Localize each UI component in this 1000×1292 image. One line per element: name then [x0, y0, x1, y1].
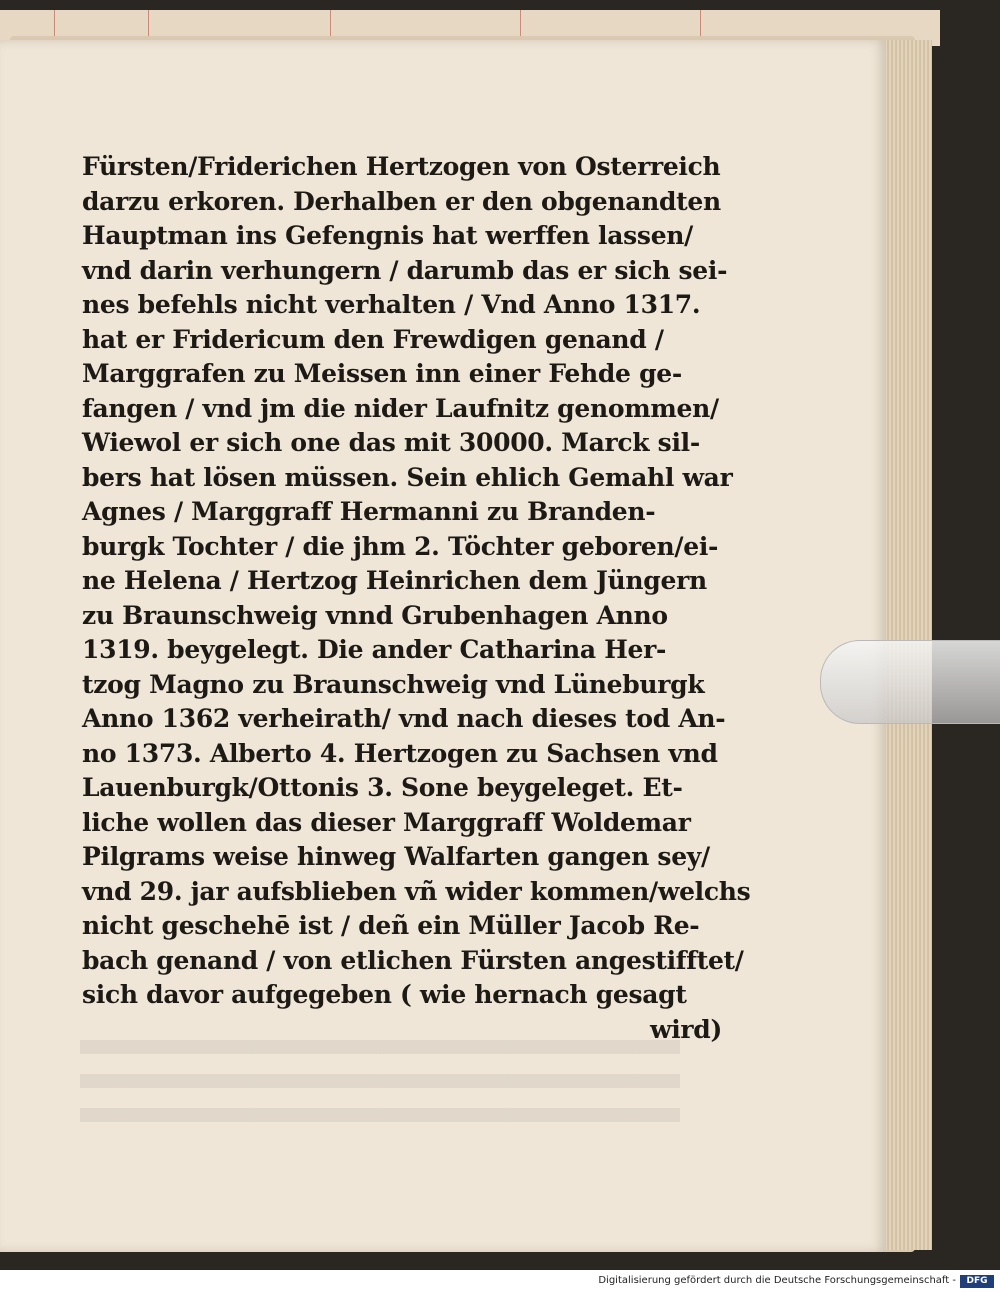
text-line: Anno 1362 verheirath/ vnd nach dieses tod An- — [82, 704, 726, 733]
text-line: fangen / vnd jm die nider Laufnitz genommen/ — [82, 393, 719, 423]
text-line: 1319. beygelegt. Die ander Catharina Her- — [82, 635, 667, 664]
text-line: Lauenburgk/Ottonis 3. Sone beygeleget. Et- — [82, 773, 683, 802]
text-line: bers hat lösen müssen. Sein ehlich Gemahl war — [82, 462, 733, 492]
text-line: vnd darin verhungern / darumb das er sich sei- — [82, 255, 728, 285]
text-line: Pilgrams weise hinweg Walfarten gangen sey/ — [82, 842, 710, 871]
text-line: liche wollen das dieser Marggraff Woldemar — [82, 807, 691, 837]
book-page — [0, 40, 886, 1252]
text-line: darzu erkoren. Derhalben er den obgenandten — [82, 186, 721, 216]
text-line: ne Helena / Hertzog Heinrichen dem Jüngern — [82, 566, 707, 595]
text-line: no 1373. Alberto 4. Hertzogen zu Sachsen vnd — [82, 738, 718, 768]
catchword: wird) — [650, 1014, 722, 1044]
page-text — [82, 150, 751, 1047]
text-line: Hauptman ins Gefengnis hat werffen lassen/ — [82, 221, 694, 250]
text-line: burgk Tochter / die jhm 2. Töchter geboren/ei- — [82, 531, 719, 561]
text-line: hat er Fridericum den Frewdigen genand / — [82, 324, 664, 354]
text-line: sich davor aufgegeben ( wie hernach gesagt — [82, 980, 687, 1009]
dfg-logo-icon: DFG — [960, 1275, 994, 1288]
text-line: Marggrafen zu Meissen inn einer Fehde ge- — [82, 359, 682, 388]
text-line: nes befehls nicht verhalten / Vnd Anno 1317. — [82, 290, 701, 319]
funding-credit: Digitalisierung gefördert durch die Deutsche Forschungsgemeinschaft - — [598, 1275, 956, 1286]
text-line: nicht geschehē ist / deñ ein Müller Jacob Re- — [82, 911, 700, 940]
text-line: zu Braunschweig vnnd Grubenhagen Anno — [82, 600, 668, 630]
text-line: vnd 29. jar aufsblieben vñ wider kommen/welchs — [82, 876, 751, 906]
text-line: Wiewol er sich one das mit 30000. Marck sil- — [82, 428, 700, 457]
text-line: bach genand / von etlichen Fürsten angestifftet/ — [82, 945, 744, 975]
text-line: tzog Magno zu Braunschweig vnd Lüneburgk — [82, 669, 705, 699]
text-line: Fürsten/Friderichen Hertzogen von Osterreich — [82, 152, 721, 181]
show-through-text — [80, 1040, 680, 1130]
footer-bar — [0, 1272, 1000, 1292]
text-line: Agnes / Marggraff Hermanni zu Branden- — [82, 497, 656, 526]
plastic-page-clip — [820, 640, 1000, 724]
